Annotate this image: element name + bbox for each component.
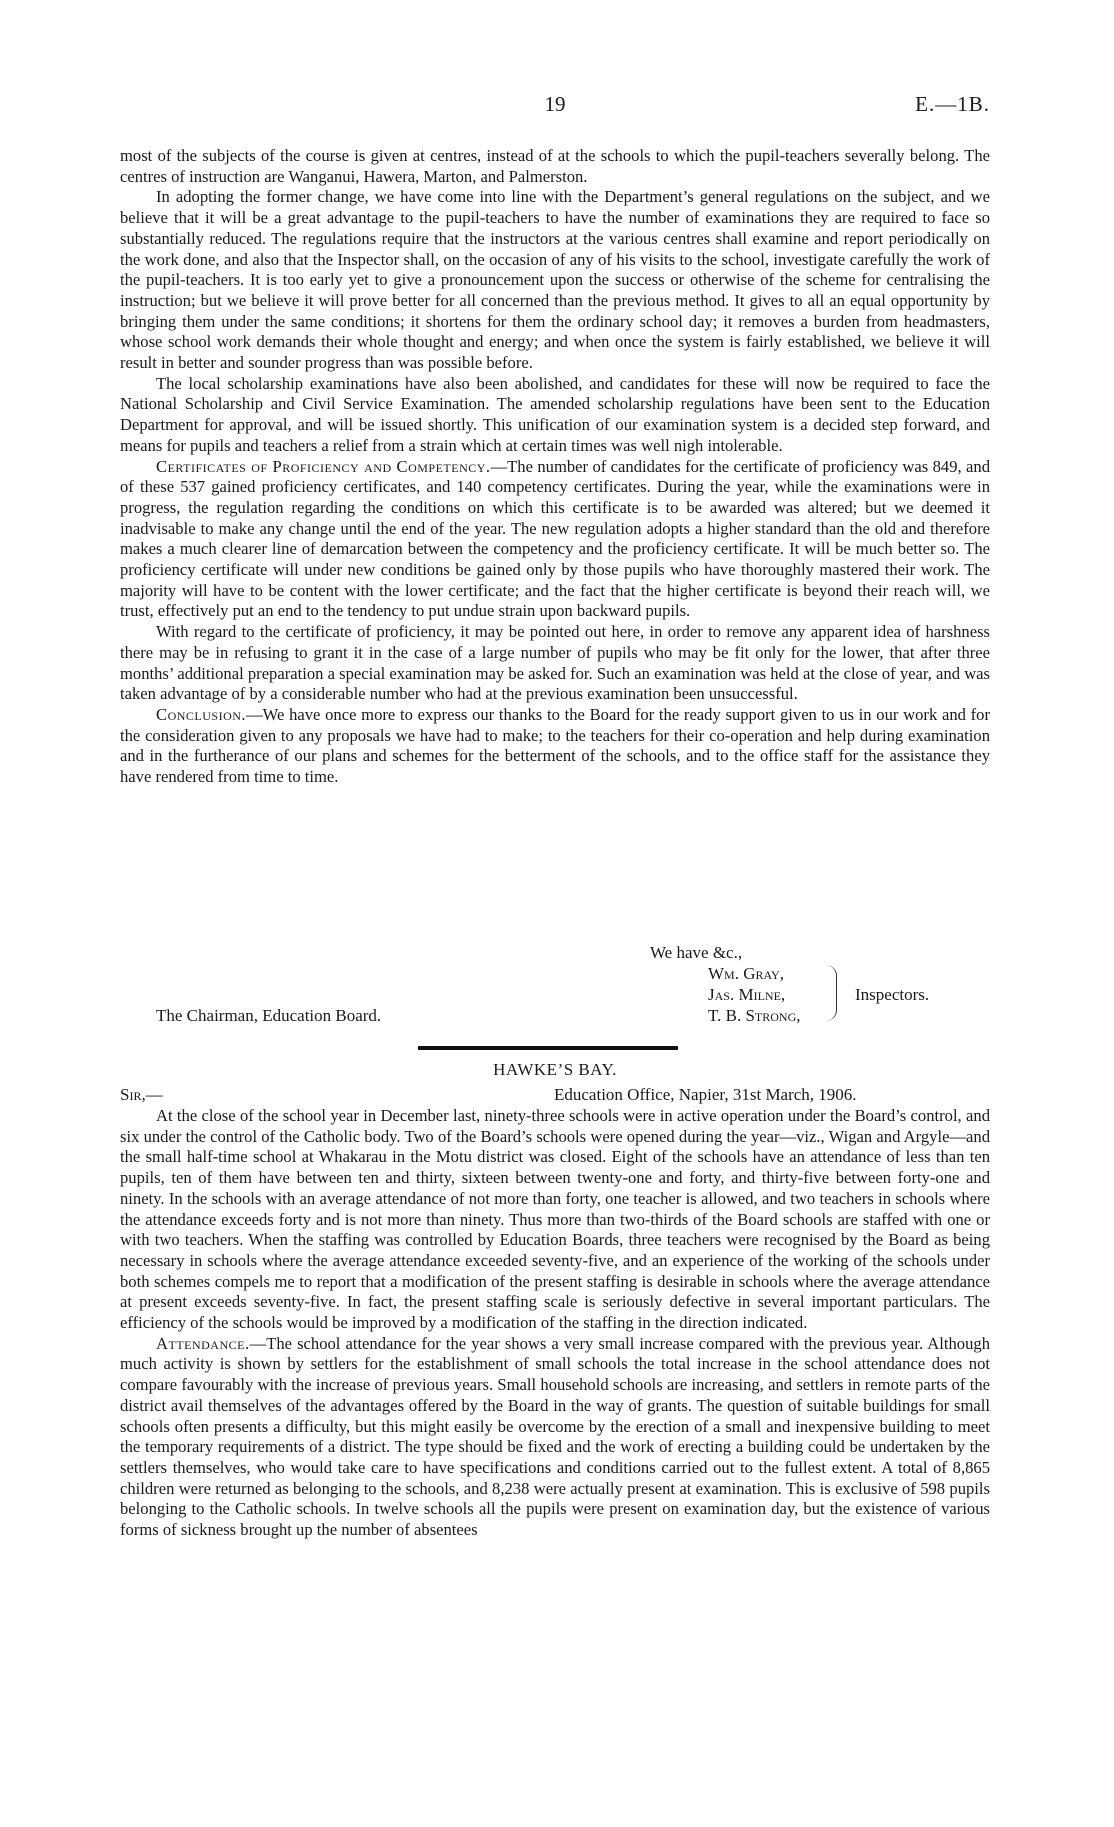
brace-mark [826,965,837,1021]
addressee: The Chairman, Education Board. [156,1006,382,1025]
closing-greeting: We have &c., [650,943,743,962]
paragraph: most of the subjects of the course is given at centres, instead of at the schools to which the pupil-teachers severally belong. The centres of instruction are Wanganui, Hawera, Marton, and Palmerston. [120,146,990,186]
signatory-role: Inspectors. [855,985,930,1004]
attendance-paragraph [120,1334,990,1541]
page-number: 19 [544,92,566,116]
page-header [120,92,990,122]
salutation-row [120,1085,990,1107]
dateline: Education Office, Napier, 31st March, 1906. [554,1085,857,1104]
certificates-text: —The number of candidates for the certificate of proficiency was 849, and of these 537 gained proficiency certificates, and 140 competency certificates. During the year, while the examinations were in progress, the regulation regarding the conditions on which this certificate is to be awarded was altered; but we deemed it inadvisable to make any change until the end of the year. The new regulation adopts a higher standard than the old and therefore makes a much clearer line of demarcation between the competency and the proficiency certificate. It will be much better so. The proficiency certificate will under new conditions be gained only by those pupils who have thoroughly mastered their work. The majority will have to be content with the lower certificate; and the fact that the higher certificate is beyond their reach will, we trust, effectively put an end to the tendency to put undue strain upon backward pupils. [120,456,991,621]
signatory-name: T. B. Strong, [708,1006,801,1025]
certificates-paragraph [120,457,990,623]
paragraph: The local scholarship examinations have also been abolished, and candidates for these will now be required to face the National Scholarship and Civil Service Examination. The amended scholarship regulations have been sent to the Education Department for approval, and will be issued shortly. This unification of our examination system is a decided step forward, and means for pupils and teachers a relief from a strain which at certain times was well nigh intolerable. [120,373,990,455]
conclusion-heading: Conclusion. [156,704,247,724]
conclusion-paragraph [120,705,990,788]
section-title: HAWKE’S BAY. [493,1060,617,1079]
signatory-names [708,963,801,1026]
signature-block [120,942,990,1032]
document-reference: E.—1B. [915,92,990,116]
conclusion-text: —We have once more to express our thanks to the Board for the ready support given to us in our work and for the consideration given to any proposals we have had to make; to the teachers for their co-operation and help during examination and in the furtherance of our plans and schemes for the betterment of the schools, and to the office staff for the assistance they have rendered from time to time. [120,704,990,787]
attendance-text: —The school attendance for the year shows a very small increase compared with the previous year. Although much activity is shown by settlers for the establishment of small schools the total increase in the school attendance does not compare favourably with the increase of previous years. Small household schools are increasing, and settlers in remote parts of the district avail themselves of the advantages offered by the Board in the way of grants. The question of suitable buildings for small schools often presents a difficulty, but this might easily be overcome by the erection of a small and inexpensive building to meet the temporary requirements of a district. The type should be fixed and the work of erecting a building could be undertaken by the settlers themselves, who would take care to have specifications and conditions carried out to the fullest extent. A total of 8,865 children were returned as belonging to the schools, and 8,238 were actually present at examination. This is exclusive of 598 pupils belonging to the Catholic schools. In twelve schools all the pupils were present on examination day, but the existence of various forms of sickness brought up the number of absentees [120,1333,990,1540]
salutation: Sir,— [120,1085,163,1104]
section-divider [418,1046,678,1050]
hawkes-bay-report-section [120,1106,990,1541]
paragraph: With regard to the certificate of proficiency, it may be pointed out here, in order to remove any apparent idea of harshness there may be in refusing to grant it in the case of a large number of pupils who may be fit only for the lower, that after three months’ additional preparation a special examination may be asked for. Such an examination was held at the close of year, and was taken advantage of by a considerable number who had at the previous examination been unsuccessful. [120,622,990,704]
signatory-name: Wm. Gray, [708,964,784,983]
inspectors-report-section [120,146,990,788]
paragraph: In adopting the former change, we have come into line with the Department’s general regulations on the subject, and we believe that it will be a great advantage to the pupil-teachers to have the number of examinations they are required to face so substantially reduced. The regulations require that the instructors at the various centres shall examine and report periodically on the work done, and also that the Inspector shall, on the occasion of any of his visits to the school, investigate carefully the work of the pupil-teachers. It is too early yet to give a pronouncement upon the success or otherwise of the scheme for centralising the instruction; but we believe it will prove better for all concerned than the previous method. It gives to all an equal opportunity by bringing them under the same conditions; it shortens for them the ordinary school day; it removes a burden from headmasters, whose school work demands their whole thought and energy; and when once the system is fairly established, we believe it will result in better and sounder progress than was possible before. [120,187,990,373]
signatory-name: Jas. Milne, [708,985,786,1004]
certificates-heading: Certificates of Proficiency and Competency. [156,456,491,476]
attendance-heading: Attendance. [156,1333,250,1353]
paragraph: At the close of the school year in December last, ninety-three schools were in active operation under the Board’s control, and six under the control of the Catholic body. Two of the Board’s schools were opened during the year—viz., Wigan and Argyle—and the small half-time school at Whakarau in the Motu district was closed. Eight of the schools have an attendance of less than ten pupils, ten of them have between ten and thirty, sixteen between twenty-one and forty, and thirty-five between forty-one and ninety. In the schools with an average attendance of not more than forty, one teacher is allowed, and two teachers in schools where the attendance exceeds forty and is not more than ninety. Thus more than two-thirds of the Board schools are staffed with one or with two teachers. When the staffing was controlled by Education Boards, three teachers were recognised by the Board as being necessary in schools where the average attendance exceeded seventy-five, and an experience of the working of the schools under both schemes compels me to report that a modification of the present staffing is desirable in schools where the average attendance at present exceeds seventy-five. In fact, the present staffing scale is seriously defective in several important particulars. The efficiency of the schools would be improved by a modification of the staffing in the direction indicated. [120,1106,990,1333]
